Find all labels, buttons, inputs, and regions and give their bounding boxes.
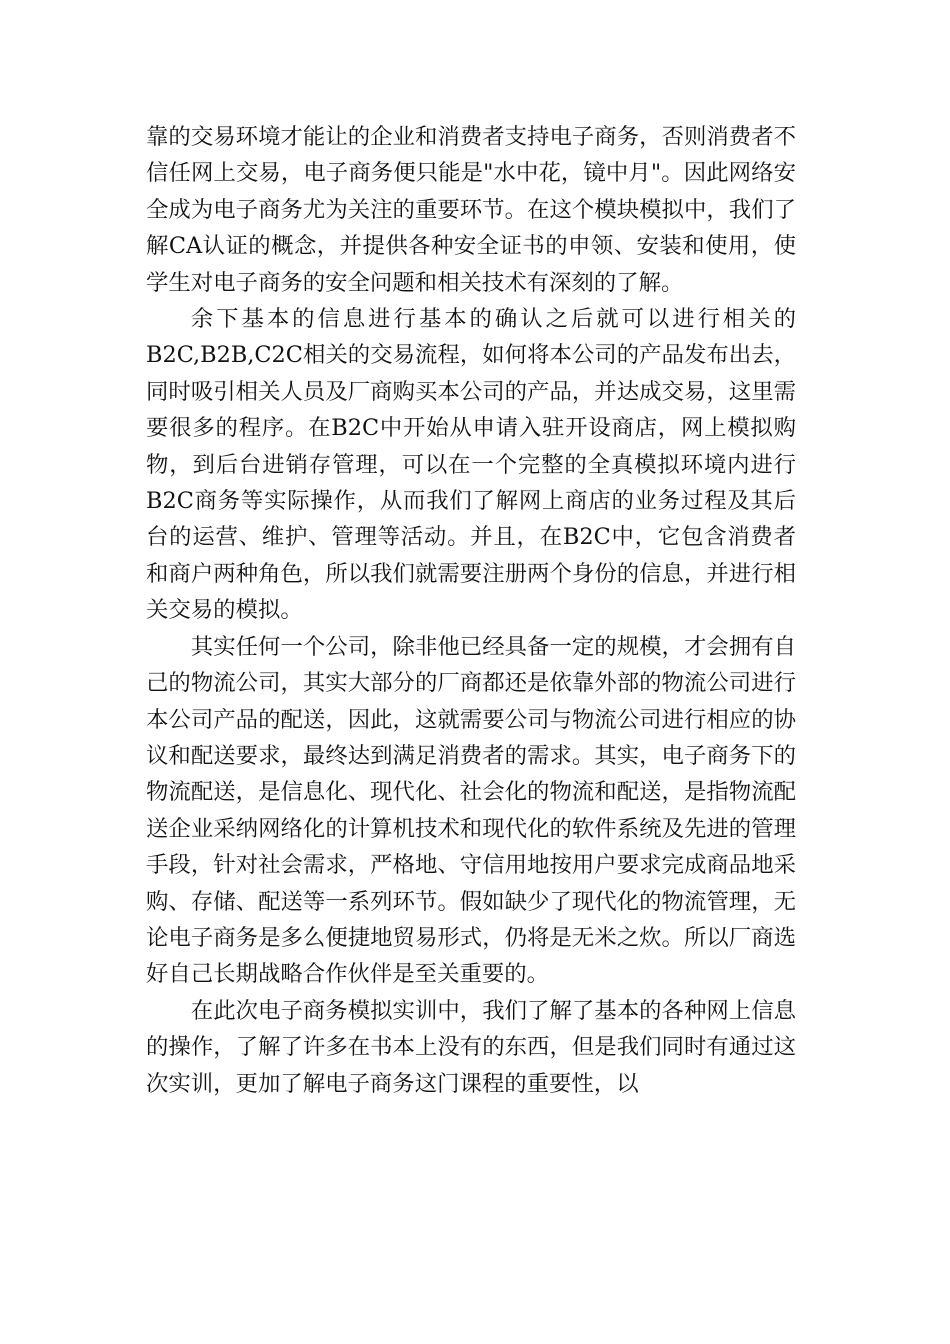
paragraph-2: 余下基本的信息进行基本的确认之后就可以进行相关的B2C,B2B,C2C相关的交易流程，如何将本公司的产品发布出去，同时吸引相关人员及厂商购买本公司的产品，并达成交易，这里需要很多的程序。在B2C中开始从申请入驻开设商店，网上模拟购物，到后台进销存管理，可以在一个完整的全真模拟环境内进行B2C商务等实际操作，从而我们了解网上商店的业务过程及其后台的运营、维护、管理等活动。并且，在B2C中，它包含消费者和商户两种角色，所以我们就需要注册两个身份的信息，并进行相关交易的模拟。	[146, 306, 796, 624]
paragraph-4: 在此次电子商务模拟实训中，我们了解了基本的各种网上信息的操作，了解了许多在书本上没有的东西，但是我们同时有通过这次实训，更加了解电子商务这门课程的重要性，以	[146, 997, 796, 1097]
paragraph-3: 其实任何一个公司，除非他已经具备一定的规模，才会拥有自己的物流公司，其实大部分的厂商都还是依靠外部的物流公司进行本公司产品的配送，因此，这就需要公司与物流公司进行相应的协议和配送要求，最终达到满足消费者的需求。其实，电子商务下的物流配送，是信息化、现代化、社会化的物流和配送，是指物流配送企业采纳网络化的计算机技术和现代化的软件系统及先进的管理手段，针对社会需求，严格地、守信用地按用户要求完成商品地采购、存储、配送等一系列环节。假如缺少了现代化的物流管理，无论电子商务是多么便捷地贸易形式，仍将是无米之炊。所以厂商选好自己长期战略合作伙伴是至关重要的。	[146, 633, 796, 988]
paragraph-1: 靠的交易环境才能让的企业和消费者支持电子商务，否则消费者不信任网上交易，电子商务便只能是"水中花，镜中月"。因此网络安全成为电子商务尤为关注的重要环节。在这个模块模拟中，我们了解CA认证的概念，并提供各种安全证书的申领、安装和使用，使学生对电子商务的安全问题和相关技术有深刻的了解。	[146, 124, 796, 296]
document-body	[146, 119, 796, 1102]
